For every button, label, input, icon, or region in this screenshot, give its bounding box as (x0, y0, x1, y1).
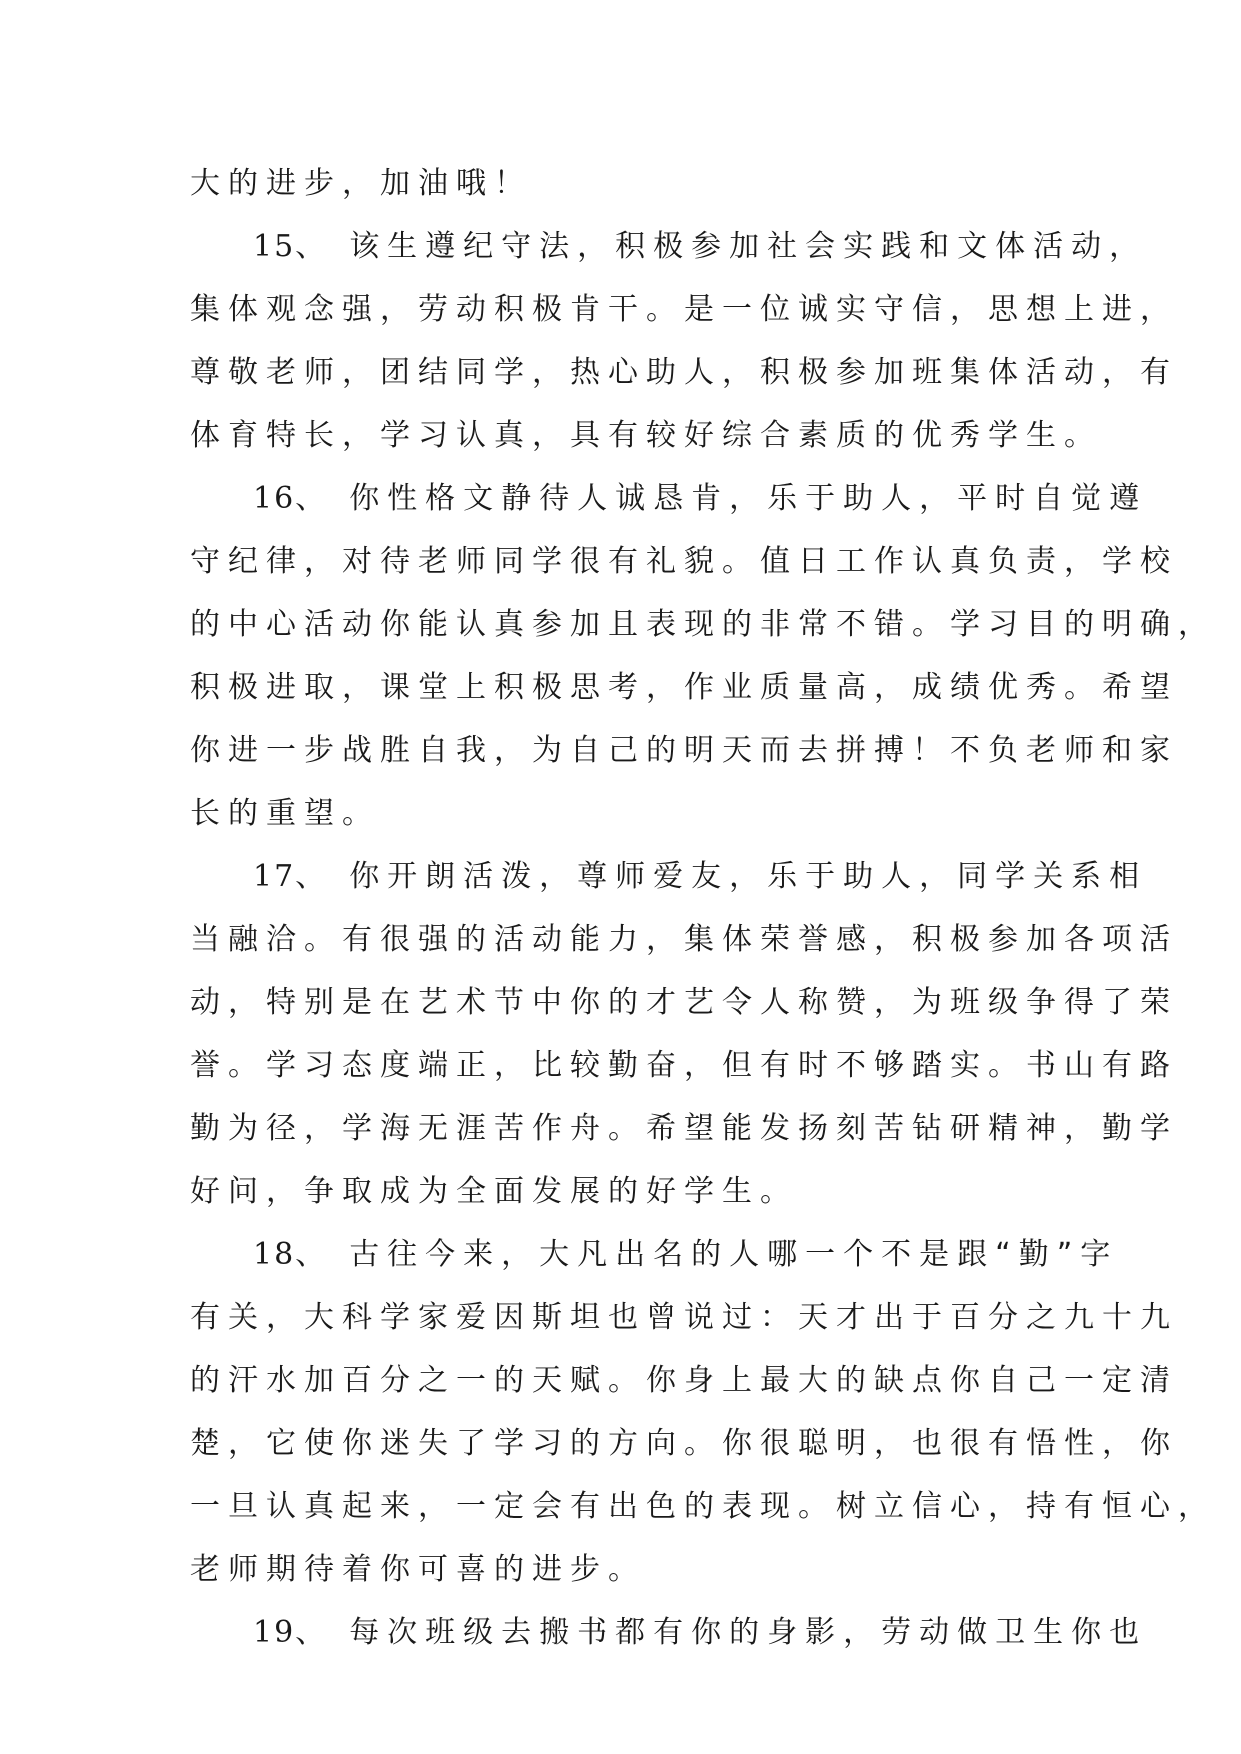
text-line: 积极进取，课堂上积极思考，作业质量高，成绩优秀。希望 (190, 670, 1178, 705)
text-line: 一旦认真起来，一定会有出色的表现。树立信心，持有恒心， (190, 1489, 1216, 1524)
item-number: 19、 (253, 1615, 328, 1650)
text-line: 集体观念强，劳动积极肯干。是一位诚实守信，思想上进， (190, 292, 1178, 327)
item-text: 每次班级去搬书都有你的身影，劳动做卫生你也 (349, 1615, 1148, 1650)
text-line: 的汗水加百分之一的天赋。你身上最大的缺点你自己一定清 (190, 1363, 1178, 1398)
item-18-first-line (253, 1234, 1118, 1276)
item-text: 该生遵纪守法，积极参加社会实践和文体活动， (349, 229, 1148, 264)
text-line: 楚，它使你迷失了学习的方向。你很聪明，也很有悟性，你 (190, 1426, 1178, 1461)
item-text: 古往今来，大凡出名的人哪一个不是跟“勤”字 (349, 1237, 1119, 1272)
text-line: 大的进步，加油哦！ (190, 166, 532, 201)
item-number: 17、 (253, 859, 328, 894)
text-line: 体育特长，学习认真，具有较好综合素质的优秀学生。 (190, 418, 1102, 453)
item-number: 16、 (253, 481, 328, 516)
text-line: 誉。学习态度端正，比较勤奋，但有时不够踏实。书山有路 (190, 1048, 1178, 1083)
text-line: 尊敬老师，团结同学，热心助人，积极参加班集体活动，有 (190, 355, 1178, 390)
item-text: 你开朗活泼，尊师爱友，乐于助人，同学关系相 (349, 859, 1148, 894)
item-19-first-line (253, 1612, 1147, 1654)
text-line: 好问，争取成为全面发展的好学生。 (190, 1174, 798, 1209)
item-17-first-line (253, 856, 1147, 898)
text-line: 当融洽。有很强的活动能力，集体荣誉感，积极参加各项活 (190, 922, 1178, 957)
text-line: 勤为径，学海无涯苦作舟。希望能发扬刻苦钻研精神，勤学 (190, 1111, 1178, 1146)
item-number: 18、 (253, 1237, 328, 1272)
text-line: 长的重望。 (190, 796, 380, 831)
text-line: 有关，大科学家爱因斯坦也曾说过：天才出于百分之九十九 (190, 1300, 1178, 1335)
text-line: 老师期待着你可喜的进步。 (190, 1552, 646, 1587)
item-text: 你性格文静待人诚恳肯，乐于助人，平时自觉遵 (349, 481, 1148, 516)
text-line: 你进一步战胜自我，为自己的明天而去拼搏！不负老师和家 (190, 733, 1178, 768)
item-number: 15、 (253, 229, 328, 264)
item-15-first-line (253, 226, 1147, 268)
text-line: 动，特别是在艺术节中你的才艺令人称赞，为班级争得了荣 (190, 985, 1178, 1020)
text-line: 的中心活动你能认真参加且表现的非常不错。学习目的明确， (190, 607, 1216, 642)
text-line: 守纪律，对待老师同学很有礼貌。值日工作认真负责，学校 (190, 544, 1178, 579)
item-16-first-line (253, 478, 1147, 520)
